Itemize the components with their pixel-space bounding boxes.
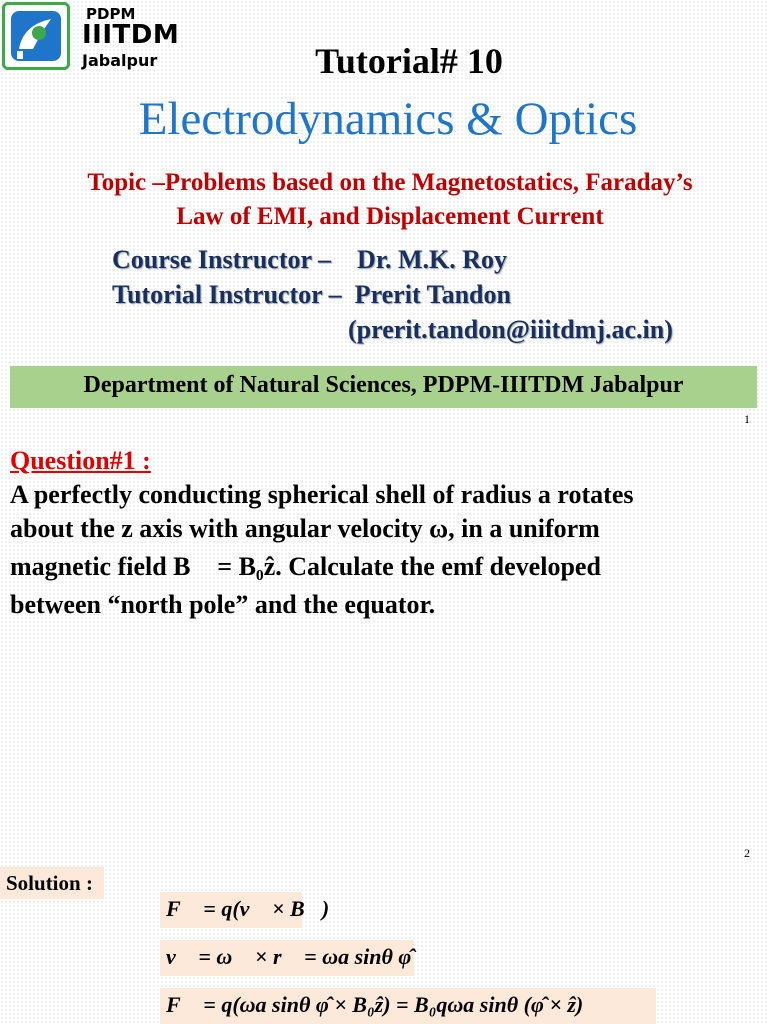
solution-label: Solution : <box>0 867 104 899</box>
tutorial-instructor: Tutorial Instructor – Prerit Tandon <box>112 280 511 309</box>
department-text: Department of Natural Sciences, PDPM-IIITDM Jabalpur <box>83 372 684 398</box>
logo-text-iiitdm: IIITDM <box>82 20 180 50</box>
course-title: Electrodynamics & Optics <box>138 93 638 145</box>
question-line-1: A perfectly conducting spherical shell of radius a rotates <box>10 480 634 509</box>
page-number-2: 2 <box>744 846 750 860</box>
equation-force-expanded: F⃗ = q(ωa sinθ φ̂ × B₀ẑ) = B₀qωa sinθ (φ̂ × ẑ) <box>160 988 656 1024</box>
logo-text-jabalpur: Jabalpur <box>82 51 158 70</box>
topic-text <box>20 166 760 234</box>
topic-line-1: Topic –Problems based on the Magnetostatics, Faraday’s <box>87 169 693 196</box>
equation-force: F⃗ = q(v⃗ × B⃗) <box>160 892 302 928</box>
course-instructor: Course Instructor – Dr. M.K. Roy <box>112 245 508 274</box>
question-line-4: between “north pole” and the equator. <box>10 590 436 619</box>
logo-text-pdpm: PDPM <box>86 5 136 23</box>
question-line-2: about the z axis with angular velocity ω, in a uniform <box>10 514 600 543</box>
tutorial-title: Tutorial# 10 <box>315 41 503 81</box>
topic-line-2: Law of EMI, and Displacement Current <box>176 203 604 230</box>
question-line-3: magnetic field B⃗ = B₀ẑ. Calculate the emf developed <box>10 552 601 581</box>
instructor-email: (prerit.tandon@iiitdmj.ac.in) <box>348 315 673 344</box>
question-label: Question#1 : <box>10 446 151 475</box>
equation-velocity: v⃗ = ω⃗ × r⃗ = ωa sinθ φ̂ <box>160 940 414 976</box>
page-number-1: 1 <box>744 412 750 426</box>
